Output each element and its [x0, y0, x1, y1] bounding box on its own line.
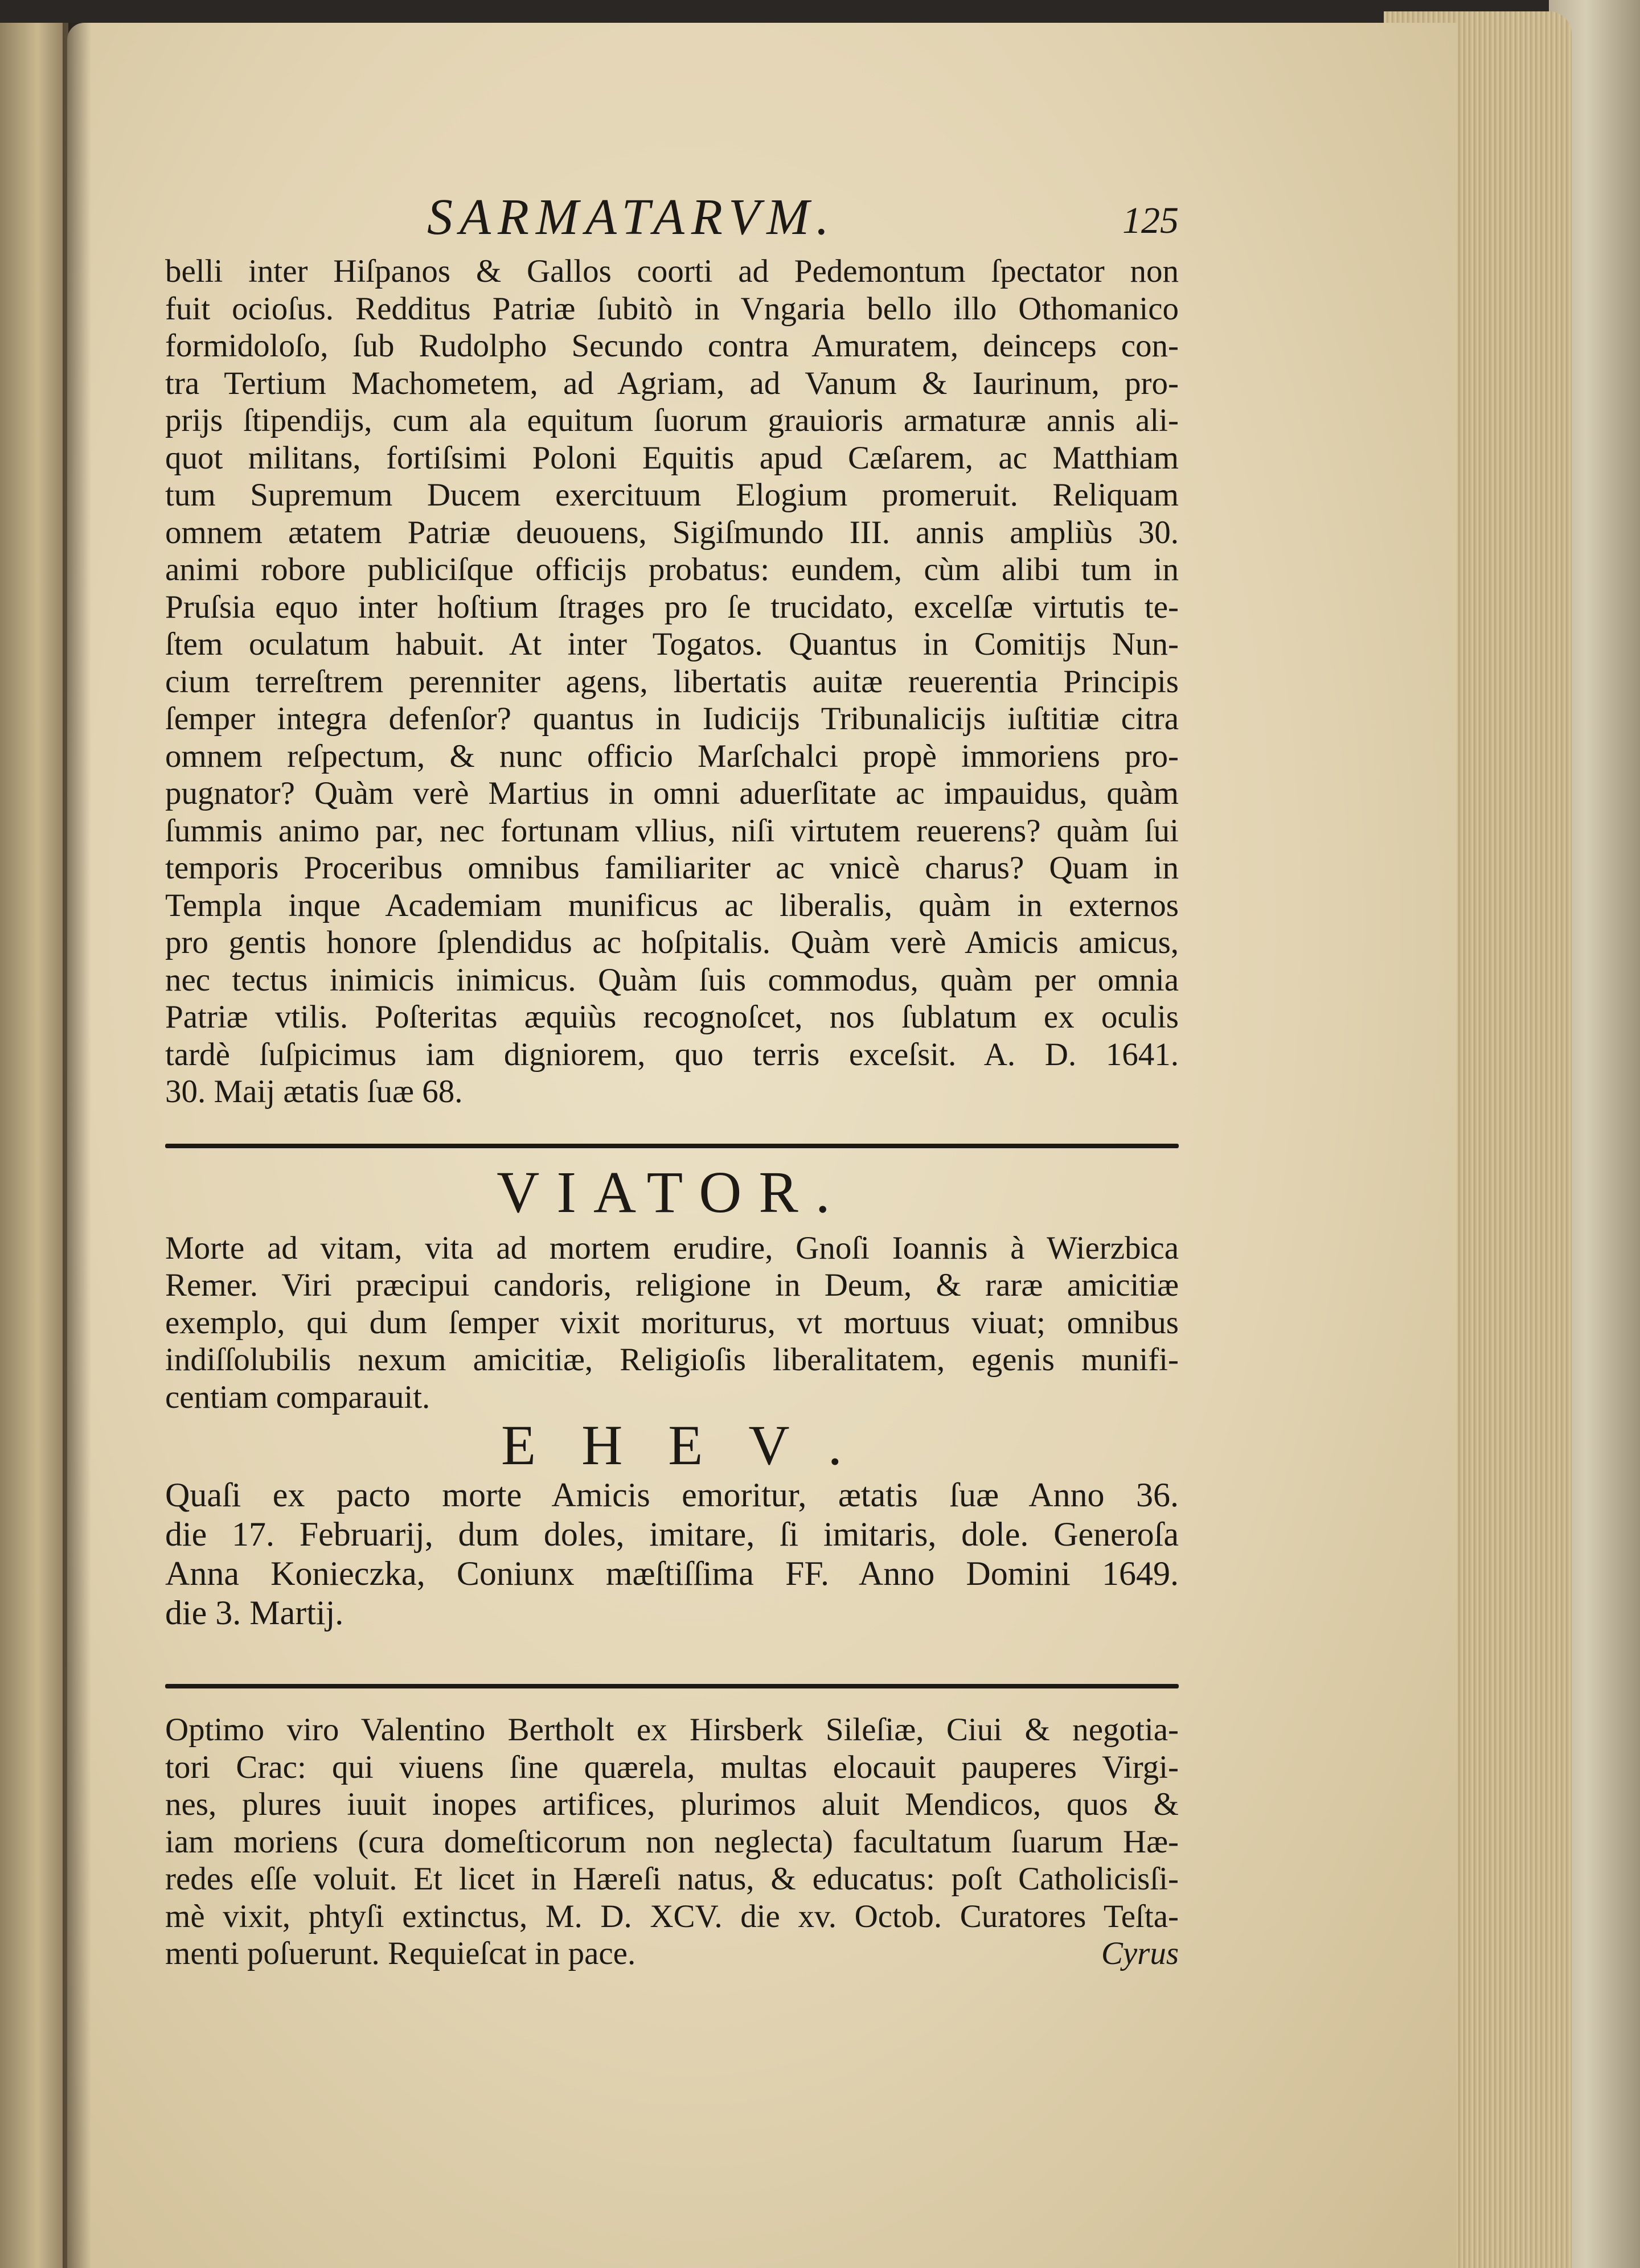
- text-line: die 17. Februarij, dum doles, imitare, ſi imitaris, dole. Generoſa: [165, 1515, 1179, 1553]
- text-line: temporis Proceribus omnibus familiariter ac vnicè charus? Quam in: [165, 850, 1179, 886]
- text-line: tardè ſuſpicimus iam digniorem, quo terris exceſsit. A. D. 1641.: [165, 1036, 1179, 1073]
- text-line: mè vixit, phtyſi extinctus, M. D. XCV. die xv. Octob. Curatores Teſta-: [165, 1898, 1179, 1934]
- text-line: Quaſi ex pacto morte Amicis emoritur, ætatis ſuæ Anno 36.: [165, 1476, 1179, 1514]
- running-title: SARMATARVM.: [427, 189, 836, 245]
- epitaph-block-1: [165, 253, 1179, 1111]
- spine-shadow: [63, 23, 91, 2268]
- page-number: 125: [1122, 200, 1179, 241]
- text-line: omnem reſpectum, & nunc officio Marſchalci propè immoriens pro-: [165, 738, 1179, 774]
- text-line: indiſſolubilis nexum amicitiæ, Religioſis liberalitatem, egenis munifi-: [165, 1342, 1179, 1378]
- viator-block: [165, 1230, 1179, 1416]
- text-line: pugnator? Quàm verè Martius in omni aduerſitate ac impauidus, quàm: [165, 775, 1179, 811]
- text-line: Morte ad vitam, vita ad mortem erudire, Gnoſi Ioannis à Wierzbica: [165, 1230, 1179, 1266]
- running-head: [165, 188, 1179, 262]
- text-line: quot militans, fortiſsimi Poloni Equitis apud Cæſarem, ac Matthiam: [165, 439, 1179, 476]
- section-rule: [165, 1144, 1179, 1148]
- text-line: ſummis animo par, nec fortunam vllius, niſi virtutem reuerens? quàm ſui: [165, 812, 1179, 849]
- text-line: cium terreſtrem perenniter agens, libertatis auitæ reuerentia Principis: [165, 663, 1179, 700]
- text-line: Templa inque Academiam munificus ac liberalis, quàm in externos: [165, 887, 1179, 923]
- catchword: Cyrus: [1101, 1936, 1179, 1971]
- text-line: animi robore publiciſque officijs probatus: eundem, cùm alibi tum in: [165, 552, 1179, 587]
- text-line: Patriæ vtilis. Poſteritas æquiùs recognoſcet, nos ſublatum ex oculis: [165, 999, 1179, 1035]
- text-line: formidoloſo, ſub Rudolpho Secundo contra Amuratem, deinceps con-: [165, 328, 1179, 364]
- text-line: menti poſuerunt. Requieſcat in pace.: [165, 1936, 636, 1971]
- eheu-block: [165, 1476, 1179, 1633]
- text-line: Optimo viro Valentino Bertholt ex Hirsberk Sileſiæ, Ciui & negotia-: [165, 1712, 1179, 1748]
- text-line: omnem ætatem Patriæ deuouens, Sigiſmundo III. annis ampliùs 30.: [165, 514, 1179, 550]
- text-line: tori Crac: qui viuens ſine quærela, multas elocauit pauperes Virgi-: [165, 1749, 1179, 1785]
- text-line: nes, plures iuuit inopes artifices, plurimos aluit Mendicos, quos &: [165, 1786, 1179, 1822]
- last-line-row: [165, 1935, 1179, 1973]
- text-line: iam moriens (cura domeſticorum non neglecta) facultatum ſuarum Hæ-: [165, 1823, 1179, 1860]
- section-rule: [165, 1684, 1179, 1688]
- text-line: tum Supremum Ducem exercituum Elogium promeruit. Reliquam: [165, 477, 1179, 513]
- left-page-edge: [0, 23, 68, 2268]
- text-line: ſtem oculatum habuit. At inter Togatos. Quantus in Comitijs Nun-: [165, 626, 1179, 662]
- text-line: centiam comparauit.: [165, 1379, 430, 1415]
- viator-heading: VIATOR.: [497, 1159, 847, 1225]
- text-line: Pruſsia equo inter hoſtium ſtrages pro ſe trucidato, excelſæ virtutis te-: [165, 589, 1179, 625]
- text-line: die 3. Martij.: [165, 1594, 344, 1632]
- page-content: [165, 188, 1179, 1973]
- text-line: 30. Maij ætatis ſuæ 68.: [165, 1074, 463, 1110]
- text-line: nec tectus inimicis inimicus. Quàm ſuis commodus, quàm per omnia: [165, 962, 1179, 998]
- text-line: belli inter Hiſpanos & Gallos coorti ad Pedemontum ſpectator non: [165, 253, 1179, 289]
- text-line: tra Tertium Machometem, ad Agriam, ad Vanum & Iaurinum, pro-: [165, 365, 1179, 401]
- text-line: exemplo, qui dum ſemper vixit moriturus, vt mortuus viuat; omnibus: [165, 1304, 1179, 1341]
- text-line: fuit ocioſus. Redditus Patriæ ſubitò in Vngaria bello illo Othomanico: [165, 290, 1179, 327]
- text-line: Remer. Viri præcipui candoris, religione in Deum, & raræ amicitiæ: [165, 1267, 1179, 1303]
- text-line: prijs ſtipendijs, cum ala equitum ſuorum grauioris armaturæ annis ali-: [165, 402, 1179, 438]
- eheu-heading: EHEV.: [501, 1414, 888, 1477]
- text-line: ſemper integra defenſor? quantus in Iudicijs Tribunalicijs iuſtitiæ citra: [165, 701, 1179, 737]
- epitaph-block-3: [165, 1711, 1179, 1973]
- text-line: Anna Konieczka, Coniunx mæſtiſſima FF. Anno Domini 1649.: [165, 1555, 1179, 1592]
- text-line: redes eſſe voluit. Et licet in Hæreſi natus, & educatus: poſt Catholicisſi-: [165, 1861, 1179, 1897]
- text-line: pro gentis honore ſplendidus ac hoſpitalis. Quàm verè Amicis amicus,: [165, 925, 1179, 960]
